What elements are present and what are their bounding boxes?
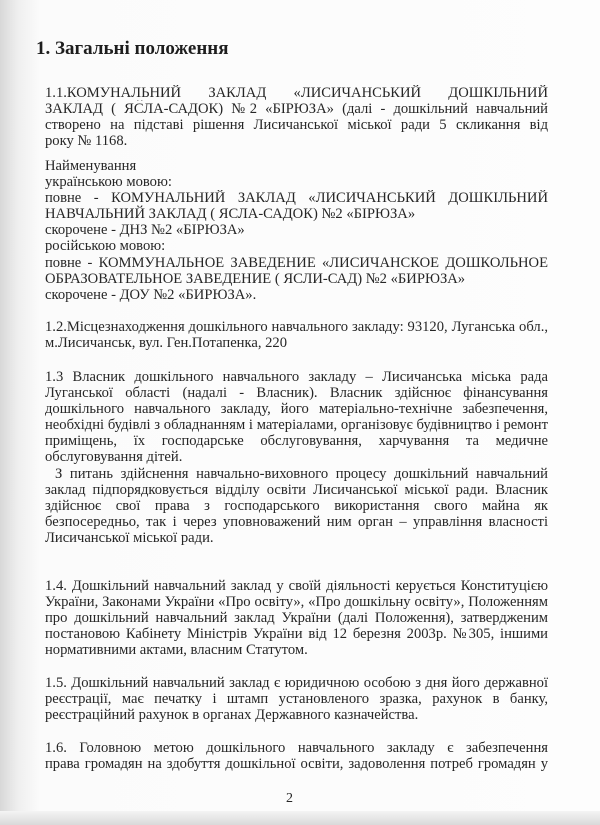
text-line: 1.6. Головною метою дошкільного навчального закладу є забезпечення bbox=[45, 740, 548, 756]
text-line: обслуговування дітей. bbox=[45, 449, 183, 466]
text-line: безпосередньо, так і через уповноважений ним орган – управління власності bbox=[45, 513, 548, 530]
text-line: скорочене - ДНЗ №2 «БІРЮЗА» bbox=[45, 222, 245, 239]
section-heading: 1. Загальні положення bbox=[36, 38, 229, 59]
text-line: постановою Кабінету Міністрів України від 12 березня 2003р. №305, іншими bbox=[45, 626, 548, 643]
text-line: заклад підпорядковується відділу освіти Лисичанської міської ради. Власник bbox=[45, 481, 548, 498]
text-line: Найменування bbox=[45, 158, 137, 174]
text-line: здійснює свої права з господарського використання свого майна як bbox=[45, 497, 548, 514]
text-line: нормативними актами, власним Статутом. bbox=[45, 642, 308, 659]
text-line: російською мовою: bbox=[45, 238, 166, 255]
text-line: 1.4. Дошкільний навчальний заклад у своїй діяльності керується Конституцією bbox=[45, 578, 548, 594]
paragraph-p-1-4 bbox=[45, 578, 548, 658]
text-line: року № 1168. bbox=[45, 133, 128, 150]
text-line: 1.5. Дошкільний навчальний заклад є юридичною особою з дня його державної bbox=[45, 675, 548, 691]
text-line: необхідні будівлі з обладнанням і матеріалами, організовує будівництво і ремонт bbox=[45, 417, 548, 434]
page-number: 2 bbox=[286, 791, 293, 806]
text-line: З питань здійснення навчально-виховного процесу дошкільний навчальний bbox=[55, 465, 548, 482]
paragraph-p-1-3 bbox=[45, 369, 548, 546]
text-line: 1.3 Власник дошкільного навчального закладу – Лисичанська міська рада bbox=[45, 369, 548, 385]
text-line: скорочене - ДОУ №2 «БИРЮЗА». bbox=[45, 286, 257, 303]
text-line: 1.1.КОМУНАЛЬНИЙ ЗАКЛАД «ЛИСИЧАНСЬКИЙ ДОШКІЛЬНИЙ bbox=[45, 85, 548, 101]
text-line: про дошкільний навчальний заклад України (далі Положення), затвердженим bbox=[45, 610, 548, 627]
paragraph-p-1-2 bbox=[45, 319, 548, 351]
text-line: створено на підставі рішення Лисичанської міської ради 5 скликання від bbox=[45, 117, 548, 134]
paragraph-p-1-6 bbox=[45, 740, 548, 772]
text-line: дошкільного навчального закладу, його матеріально-технічне забезпечення, bbox=[45, 401, 548, 418]
text-line: українською мовою: bbox=[45, 174, 172, 191]
scan-bottom-edge bbox=[0, 811, 600, 825]
text-line: повне - КОМУНАЛЬНИЙ ЗАКЛАД «ЛИСИЧАНСЬКИЙ ДОШКІЛЬНИЙ bbox=[45, 190, 548, 207]
text-line: ЗАКЛАД ( ЯСЛА-САДОК) №2 «БІРЮЗА» (далі - дошкільний навчальний bbox=[45, 101, 548, 118]
text-line: ОБРАЗОВАТЕЛЬНОЕ ЗАВЕДЕНИЕ ( ЯСЛИ-САД) №2 «БИРЮЗА» bbox=[45, 270, 466, 287]
text-line: України, Законами України «Про освіту», «Про дошкільну освіту», Положенням bbox=[45, 594, 548, 611]
text-line: м.Лисичанськ, вул. Ген.Потапенка, 220 bbox=[45, 335, 288, 352]
text-line: Луганської області (надалі - Власник). Власник здійснює фінансування bbox=[45, 385, 548, 402]
paragraph-p-1-5 bbox=[45, 675, 548, 723]
text-line: реєстраційний рахунок в органах Державного казначейства. bbox=[45, 707, 419, 724]
text-line: НАВЧАЛЬНИЙ ЗАКЛАД ( ЯСЛА-САДОК) №2 «БІРЮЗА» bbox=[45, 206, 416, 223]
text-line: права громадян на здобуття дошкільної освіти, задоволення потреб громадян у bbox=[45, 756, 548, 773]
text-line: Лисичанської міської ради. bbox=[45, 529, 214, 546]
text-line: реєстрації, має печатку і штамп установленого зразка, рахунок в банку, bbox=[45, 691, 548, 708]
text-line: повне - КОММУНАЛЬНОЕ ЗАВЕДЕНИЕ «ЛИСИЧАНСКОЕ ДОШКОЛЬНОЕ bbox=[45, 254, 548, 271]
text-line: приміщень, їх господарське обслуговування, харчування та медичне bbox=[45, 433, 548, 450]
paragraph-names bbox=[45, 158, 548, 303]
text-line: 1.2.Місцезнаходження дошкільного навчального закладу: 93120, Луганська обл., bbox=[45, 319, 548, 335]
paragraph-p-1-1 bbox=[45, 85, 548, 149]
